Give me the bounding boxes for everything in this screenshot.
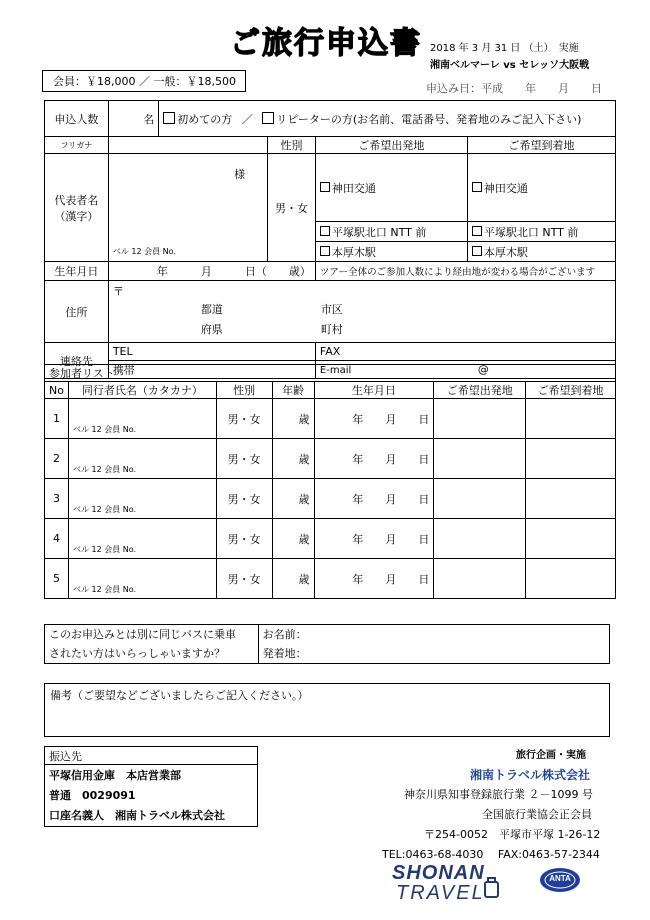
shonan-travel-logo (388, 862, 508, 906)
gender-select[interactable]: 男・女 (216, 439, 272, 479)
company-phone: TEL:0463-68-4030 FAX:0463-57-2344 (382, 848, 600, 861)
first-time-checkbox[interactable] (163, 112, 175, 124)
participants-table (44, 364, 616, 599)
depart-field[interactable] (434, 519, 526, 559)
age-field[interactable]: 歳 (272, 479, 314, 519)
bank-title: 振込先 (45, 747, 258, 765)
col-no: No (45, 382, 69, 399)
depart-checkbox-3[interactable] (320, 246, 330, 256)
gender-select[interactable]: 男・女 (216, 479, 272, 519)
company-address: 〒254-0052 平塚市平塚 1-26-12 (424, 828, 601, 841)
fax-field[interactable] (315, 343, 615, 361)
application-date: 申込み日：平成 年 月 日 (426, 82, 602, 95)
email-at: @ (477, 363, 489, 376)
anta-badge (538, 866, 582, 894)
tel-field[interactable] (159, 343, 316, 361)
arrive-field[interactable] (526, 399, 616, 439)
repeater-label: リピーターの方(お名前、電話番号、発着地のみご記入下さい) (276, 112, 582, 126)
member-no: ベル 12 会員 No. (72, 545, 137, 554)
same-bus-question-2: されたい方はいらっしゃいますか？ (49, 647, 225, 660)
todo-label: 都道 (200, 303, 223, 316)
table-row (45, 399, 616, 439)
age-field[interactable]: 歳 (272, 559, 314, 599)
age-field[interactable]: 歳 (272, 439, 314, 479)
member-no: ベル 12 会員 No. (72, 425, 137, 434)
col-gender: 性別 (216, 382, 272, 399)
same-bus-answer[interactable] (258, 625, 609, 664)
company-association: 全国旅行業協会正会員 (482, 808, 592, 821)
bank-table (44, 746, 258, 827)
gender-select[interactable]: 男・女 (216, 519, 272, 559)
depart-field[interactable] (434, 479, 526, 519)
remarks-label: 備考（ご要望などございましたらご記入ください。） (50, 689, 309, 702)
row-no: 1 (45, 399, 69, 439)
depart-label: ご希望出発地 (315, 137, 467, 154)
luggage-icon (480, 876, 502, 900)
event-date: 2018 年 3 月 31 日 （土） 実施 (430, 43, 579, 54)
member-no: ベル 12 会員 No. (72, 585, 137, 594)
depart-label-2: 平塚駅北口 NTT 前 (331, 225, 427, 239)
age-field[interactable]: 歳 (272, 399, 314, 439)
count-field[interactable] (108, 101, 158, 137)
row-no: 3 (45, 479, 69, 519)
dob-field[interactable]: 年 月 日 (314, 479, 434, 519)
name-field[interactable] (68, 399, 216, 439)
depart-label-3: 本厚木駅 (331, 245, 376, 259)
arrive-option-2[interactable] (467, 222, 615, 242)
arrive-field[interactable] (526, 519, 616, 559)
count-unit: 名 (143, 112, 155, 126)
sama-label: 様 (234, 168, 246, 181)
rep-name-label-2: （漢字） (54, 209, 99, 223)
row-no: 4 (45, 519, 69, 559)
arrive-checkbox-2[interactable] (472, 226, 482, 236)
company-license: 神奈川県知事登録旅行業 ２－1099 号 (404, 788, 593, 801)
depart-label-1: 神田交通 (331, 181, 376, 195)
arrive-option-1[interactable] (467, 154, 615, 222)
table-row (45, 439, 616, 479)
depart-checkbox-1[interactable] (320, 182, 330, 192)
col-arrive: ご希望到着地 (526, 382, 616, 399)
col-depart: ご希望出発地 (434, 382, 526, 399)
depart-checkbox-2[interactable] (320, 226, 330, 236)
rep-name-field[interactable] (108, 154, 267, 262)
same-bus-table (44, 624, 610, 664)
arrive-label-3: 本厚木駅 (483, 245, 528, 259)
col-name: 同行者氏名（カタカナ） (68, 382, 216, 399)
dob-label: 生年月日 (45, 262, 109, 281)
member-no: ベル 12 会員 No. (72, 465, 137, 474)
remarks-box[interactable] (44, 683, 610, 737)
arrive-checkbox-1[interactable] (472, 182, 482, 192)
first-time-label: 初めての方 (177, 112, 233, 126)
shiku-label: 市区 (320, 303, 343, 316)
logo-shonan: SHONAN (392, 862, 485, 884)
bank-name: 平塚信用金庫 本店営業部 (49, 768, 181, 782)
applicant-table (44, 100, 616, 379)
dob-field[interactable]: 年 月 日 (314, 399, 434, 439)
dob-field[interactable]: 年 月 日 (314, 519, 434, 559)
bank-details (45, 765, 258, 827)
arrive-option-3[interactable] (467, 242, 615, 262)
rep-name-label (45, 154, 109, 262)
depart-option-1[interactable] (315, 154, 467, 222)
arrive-field[interactable] (526, 439, 616, 479)
gender-select[interactable]: 男・女 (216, 399, 272, 439)
name-field[interactable] (68, 559, 216, 599)
company-role: 旅行企画・実施 (516, 750, 586, 761)
gender-select[interactable]: 男・女 (216, 559, 272, 599)
furigana-field[interactable] (108, 137, 267, 154)
arrive-checkbox-3[interactable] (472, 246, 482, 256)
table-row (45, 479, 616, 519)
chouson-label: 町村 (320, 323, 343, 336)
visit-slash: ／ (241, 112, 253, 126)
same-bus-origin: 発着地： (262, 647, 307, 660)
gender-label: 性別 (268, 137, 316, 154)
col-dob: 生年月日 (314, 382, 434, 399)
dob-field[interactable]: 年 月 日 (314, 439, 434, 479)
name-field[interactable] (68, 439, 216, 479)
postal-mark: 〒 (112, 285, 124, 298)
same-bus-question-1: このお申込みとは別に同じバスに乗車 (49, 628, 236, 641)
count-label: 申込人数 (45, 101, 109, 137)
same-bus-name: お名前： (262, 628, 307, 641)
event-match: 湘南ベルマーレ vs セレッソ大阪戦 (430, 60, 590, 71)
page-title: ご旅行申込書 (230, 26, 422, 61)
anta-badge-text: ANTA (549, 874, 571, 883)
arrive-label: ご希望到着地 (467, 137, 615, 154)
event-info (430, 40, 589, 74)
rep-gender[interactable]: 男・女 (268, 154, 316, 262)
address-label: 住所 (45, 281, 109, 343)
arrive-field[interactable] (526, 479, 616, 519)
visit-type (159, 101, 616, 137)
arrive-field[interactable] (526, 559, 616, 599)
row-no: 2 (45, 439, 69, 479)
table-row (45, 559, 616, 599)
dob-field[interactable]: 年 月 日 (314, 559, 434, 599)
rep-name-label-1: 代表者名 (54, 193, 99, 207)
arrive-label-1: 神田交通 (483, 181, 528, 195)
contact-label: 連絡先 (45, 343, 109, 379)
repeater-checkbox[interactable] (262, 112, 274, 124)
depart-option-2[interactable] (315, 222, 467, 242)
bank-account: 普通 0029091 (49, 788, 136, 802)
dob-field[interactable]: 年 月 日（ 歳） (108, 262, 315, 281)
depart-field[interactable] (434, 439, 526, 479)
table-row (45, 519, 616, 559)
same-bus-question (45, 625, 259, 664)
row-no: 5 (45, 559, 69, 599)
email-label: E-mail (319, 365, 352, 376)
depart-field[interactable] (434, 559, 526, 599)
rep-member-no: ベル 12 会員 No. (112, 247, 176, 256)
route-note: ツアー全体のご参加人数により経由地が変わる場合がございます (315, 262, 615, 281)
name-field[interactable] (68, 519, 216, 559)
address-field[interactable] (108, 281, 615, 343)
logo-travel: TRAVEL (396, 882, 485, 904)
company-name: 湘南トラベル株式会社 (470, 768, 591, 782)
age-field[interactable]: 歳 (272, 519, 314, 559)
participants-title: 参加者リスト (45, 365, 616, 382)
depart-option-3[interactable] (315, 242, 467, 262)
member-no: ベル 12 会員 No. (72, 505, 137, 514)
mobile-label: 携帯 (108, 361, 158, 379)
depart-field[interactable] (434, 399, 526, 439)
arrive-label-2: 平塚駅北口 NTT 前 (483, 225, 579, 239)
bank-holder: 口座名義人 湘南トラベル株式会社 (49, 808, 225, 822)
fax-label: FAX (319, 345, 341, 358)
name-field[interactable] (68, 479, 216, 519)
furigana-label: フリガナ (45, 137, 109, 154)
fee-box: 会員：￥18,000 ／ 一般：￥18,500 (42, 70, 246, 92)
tel-label: TEL (108, 343, 158, 361)
col-age: 年齢 (272, 382, 314, 399)
fuken-label: 府県 (200, 323, 223, 336)
